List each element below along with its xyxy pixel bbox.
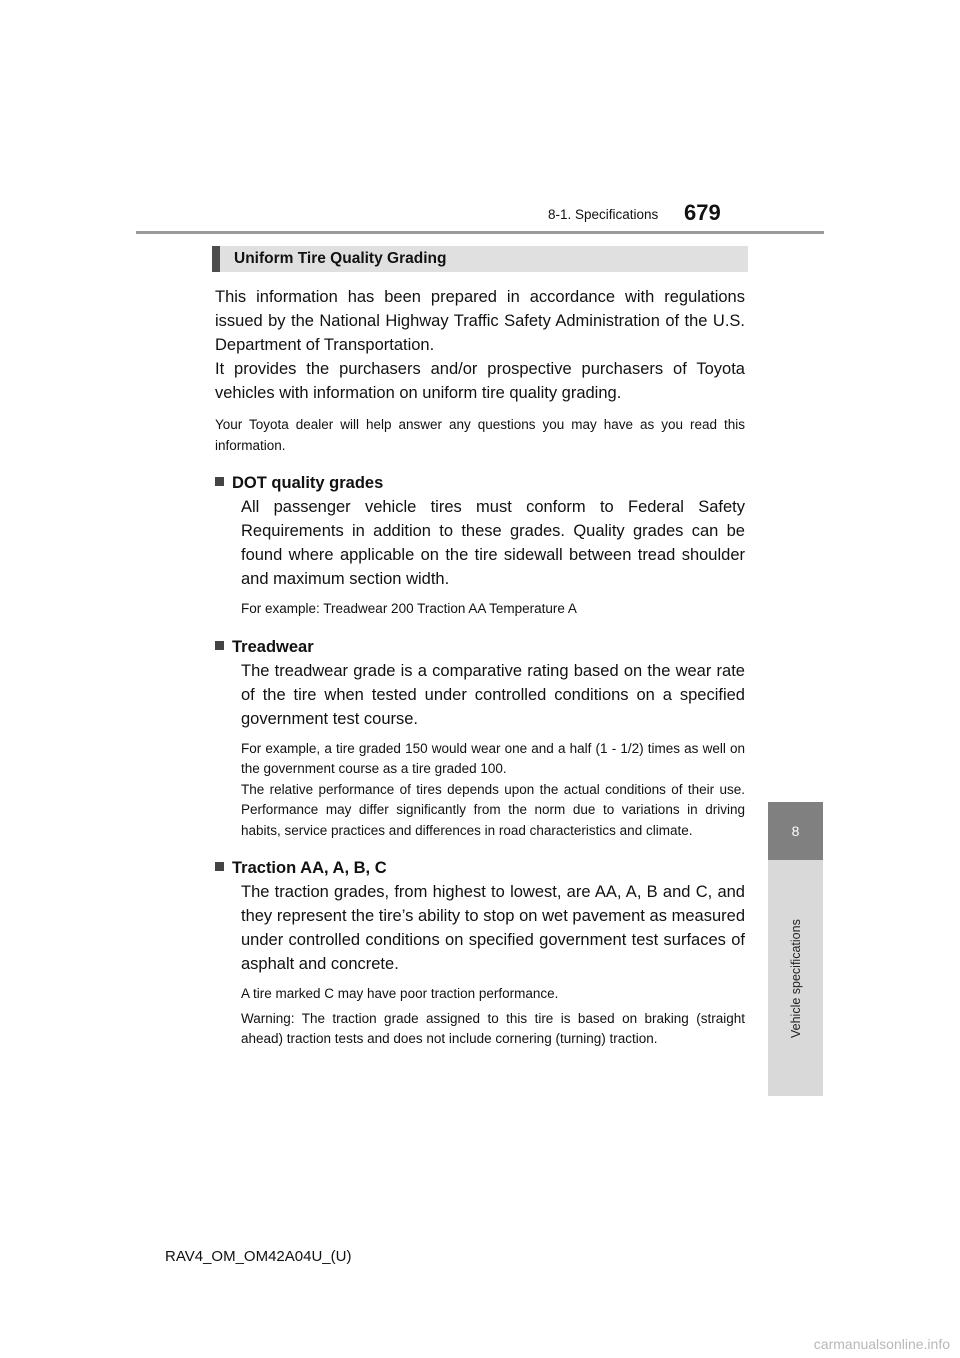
traction-body: The traction grades, from highest to lowest, are AA, A, B and C, and they represent the tire’s ability to stop on wet pavement as measured under controlled conditions on specified government test surfaces of asphalt and concrete. — [241, 883, 745, 973]
square-bullet-icon — [215, 862, 224, 871]
chapter-label: Vehicle specifications — [789, 919, 803, 1039]
dot-heading — [215, 471, 745, 495]
square-bullet-icon — [215, 477, 224, 486]
section-heading-bar — [212, 246, 748, 272]
traction-note-2: Warning: The traction grade assigned to this tire is based on braking (straight ahead) traction tests and does not include cornering (turning) traction. — [241, 1010, 745, 1046]
main-content — [215, 272, 745, 1050]
treadwear-heading-text: Treadwear — [232, 637, 314, 656]
treadwear-note-1: For example, a tire graded 150 would wear one and a half (1 - 1/2) times as well on the government course as a tire graded 100. — [241, 740, 745, 776]
treadwear-heading — [215, 635, 745, 659]
traction-heading — [215, 856, 745, 880]
chapter-number: 8 — [791, 823, 800, 839]
page-number: 679 — [684, 200, 721, 225]
intro-paragraph-1: This information has been prepared in accordance with regulations issued by the National Highway Traffic Safety Administration of the U.S. Department of Transportation. — [215, 288, 745, 354]
intro-note: Your Toyota dealer will help answer any questions you may have as you read this information. — [215, 417, 745, 453]
header-rule — [136, 231, 824, 234]
chapter-tab[interactable] — [768, 802, 823, 860]
dot-heading-text: DOT quality grades — [232, 474, 384, 492]
treadwear-note-2: The relative performance of tires depends upon the actual conditions of their use. Performance may differ significantly from the norm due to variations in driving habits, service practices and differences in road characteristics and climate. — [241, 781, 745, 838]
dot-note: For example: Treadwear 200 Traction AA Temperature A — [241, 601, 577, 616]
traction-note-1: A tire marked C may have poor traction performance. — [241, 986, 559, 1001]
section-title: Uniform Tire Quality Grading — [234, 250, 447, 267]
intro-paragraph-2: It provides the purchasers and/or prospective purchasers of Toyota vehicles with information on uniform tire quality grading. — [215, 360, 745, 402]
treadwear-body: The treadwear grade is a comparative rating based on the wear rate of the tire when tested under controlled conditions on a specified government test course. — [241, 661, 745, 728]
watermark: carmanualsonline.info — [813, 1336, 950, 1352]
traction-heading-text: Traction AA, A, B, C — [232, 859, 387, 877]
chapter-sidebar — [768, 860, 823, 1096]
square-bullet-icon — [215, 641, 224, 650]
dot-body: All passenger vehicle tires must conform to Federal Safety Requirements in addition to these grades. Quality grades can be found where applicable on the tire sidewall between tread shoulder and maximum section width. — [241, 498, 745, 588]
footer-doc-code: RAV4_OM_OM42A04U_(U) — [165, 1248, 352, 1265]
header-section-title: 8-1. Specifications — [548, 207, 659, 222]
